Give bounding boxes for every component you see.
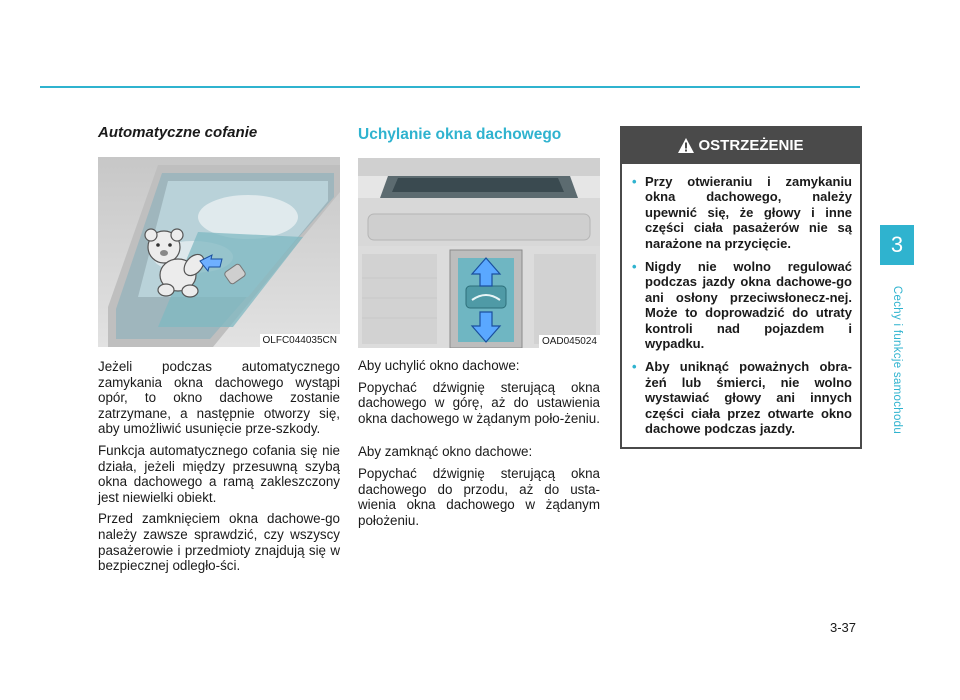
figure-sunroof-auto-reverse xyxy=(98,157,340,347)
bullet-icon: • xyxy=(632,259,637,275)
column-auto-reverse xyxy=(98,120,340,580)
paragraph: Aby zamknąć okno dachowe: xyxy=(358,444,533,460)
paragraph: Aby uchylić okno dachowe: xyxy=(358,358,520,373)
chapter-title: Cechy i funkcje samochodu xyxy=(891,285,903,435)
bullet-icon: • xyxy=(632,174,637,189)
paragraph: Funkcja automatycznego cofania się nie działa, jeżeli między przesuwną szybą okna dachowego a ramą zakleszczony jest niewielki obiekt. xyxy=(98,442,340,505)
figure-sunroof-switch xyxy=(358,158,600,348)
warning-header xyxy=(622,128,860,164)
warning-triangle-icon xyxy=(678,138,694,153)
warning-item: • Nigdy nie wolno regulować podczas jazdy okna dachowe-go ani osłony przeciwsłonecz-nej. Może to doprowadzić do utraty kontroli nad pojazdem i wypadku. xyxy=(632,259,852,352)
column-warning xyxy=(620,126,862,449)
column-tilt-sunroof xyxy=(358,120,600,534)
figure-code: OLFC044035CN xyxy=(260,334,340,347)
paragraph: Popychać dźwignię sterującą okna dachowego do przodu, aż do usta-wienia okna dachowego w żądanym położeniu. xyxy=(358,465,600,528)
paragraph: Popychać dźwignię sterującą okna dachowego w górę, aż do ustawienia okna dachowego w żądanym poło-żeniu. xyxy=(358,379,600,426)
paragraph: Przed zamknięciem okna dachowe-go należy zawsze sprawdzić, czy wszyscy pasażerowie i przedmioty znajdują się w bezpiecznej odległo-ści. xyxy=(98,511,340,574)
overhead-switch-illustration xyxy=(358,158,600,348)
warning-box xyxy=(620,126,862,449)
warning-item: • Przy otwieraniu i zamykaniu okna dachowego, należy upewnić się, że głowy i inne części ciała pasażerów nie są narażone na przycięcie. xyxy=(632,174,852,251)
page-number: 3-37 xyxy=(830,620,857,635)
warning-list xyxy=(622,164,860,447)
warning-title: OSTRZEŻENIE xyxy=(698,137,804,154)
heading-tilt-sunroof: Uchylanie okna dachowego xyxy=(358,126,562,143)
top-rule xyxy=(40,86,860,88)
bullet-icon: • xyxy=(632,359,637,375)
chapter-tab: 3 xyxy=(880,225,914,265)
paragraph: Jeżeli podczas automatycznego zamykania okna dachowego wystąpi opór, to okno dachowe zostanie zatrzymane, a następnie otworzy się, aby umożliwić usunięcie prze-szkody. xyxy=(98,359,340,437)
sunroof-teddy-illustration xyxy=(98,157,340,347)
warning-item: • Aby uniknąć poważnych obra-żeń lub śmierci, nie wolno wystawiać głowy ani innych części ciała przez otwarte okno dachowe podczas jazdy. xyxy=(632,359,852,437)
heading-auto-reverse: Automatyczne cofanie xyxy=(98,124,258,141)
figure-code: OAD045024 xyxy=(539,335,600,348)
